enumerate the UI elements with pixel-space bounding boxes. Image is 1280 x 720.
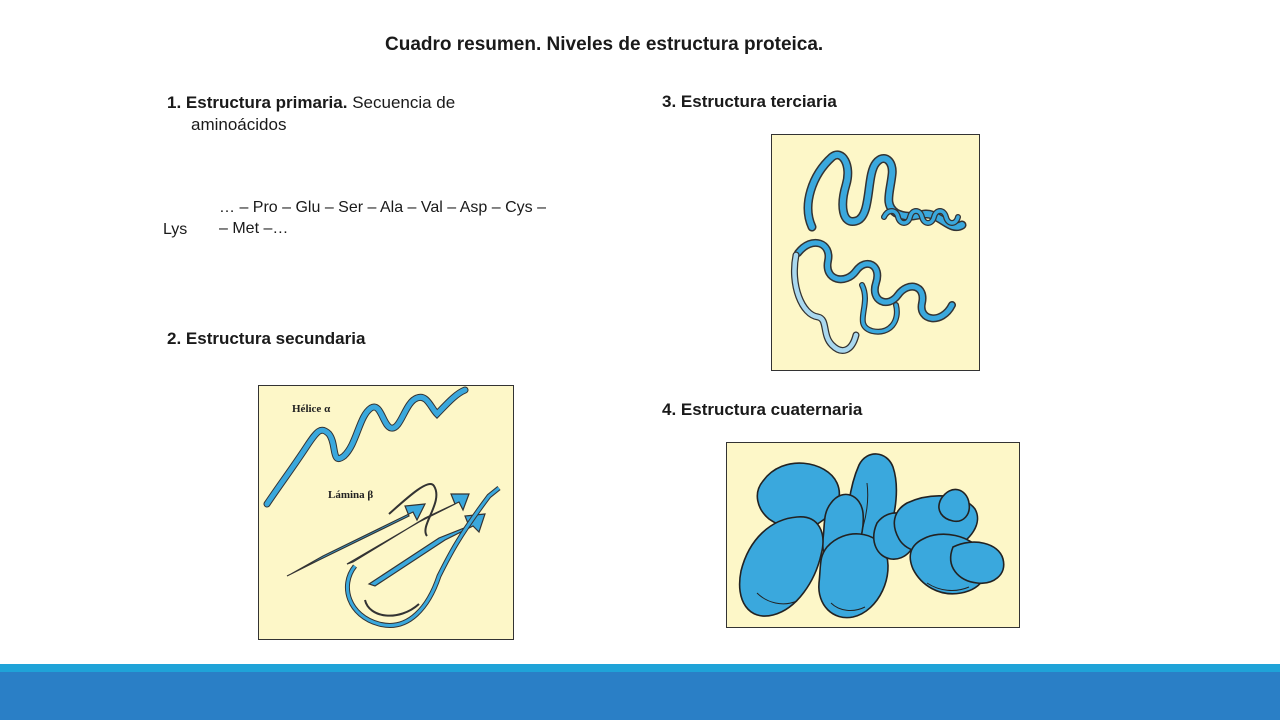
primary-structure-heading	[167, 92, 547, 136]
secondary-structure-illustration	[259, 386, 514, 640]
secondary-structure-heading: 2. Estructura secundaria	[167, 329, 366, 348]
sheet-label: Lámina β	[328, 489, 374, 501]
footer-accent-strip	[0, 664, 1280, 672]
quaternary-structure-illustration	[727, 443, 1020, 628]
protein-subunits	[740, 454, 1004, 618]
helix-label: Hélice α	[292, 403, 331, 415]
secondary-structure-figure	[258, 385, 514, 640]
quaternary-structure-figure	[726, 442, 1020, 628]
sequence-line-1: … – Pro – Glu – Ser – Ala – Val – Asp – Cys –	[219, 199, 546, 216]
tertiary-structure-figure	[771, 134, 980, 371]
primary-heading-bold: 1. Estructura primaria.	[167, 93, 348, 112]
sequence-lys: Lys	[163, 221, 188, 238]
tertiary-structure-illustration	[772, 135, 980, 371]
primary-heading-rest: Secuencia de	[347, 93, 456, 112]
primary-heading-line2: aminoácidos	[191, 115, 287, 134]
sequence-line-2: – Met –…	[219, 220, 289, 237]
tertiary-structure-heading: 3. Estructura terciaria	[662, 92, 837, 111]
slide-title: Cuadro resumen. Niveles de estructura proteica.	[385, 34, 824, 55]
footer-band	[0, 672, 1280, 720]
beta-sheet-strands	[287, 494, 485, 586]
quaternary-structure-heading: 4. Estructura cuaternaria	[662, 400, 863, 419]
